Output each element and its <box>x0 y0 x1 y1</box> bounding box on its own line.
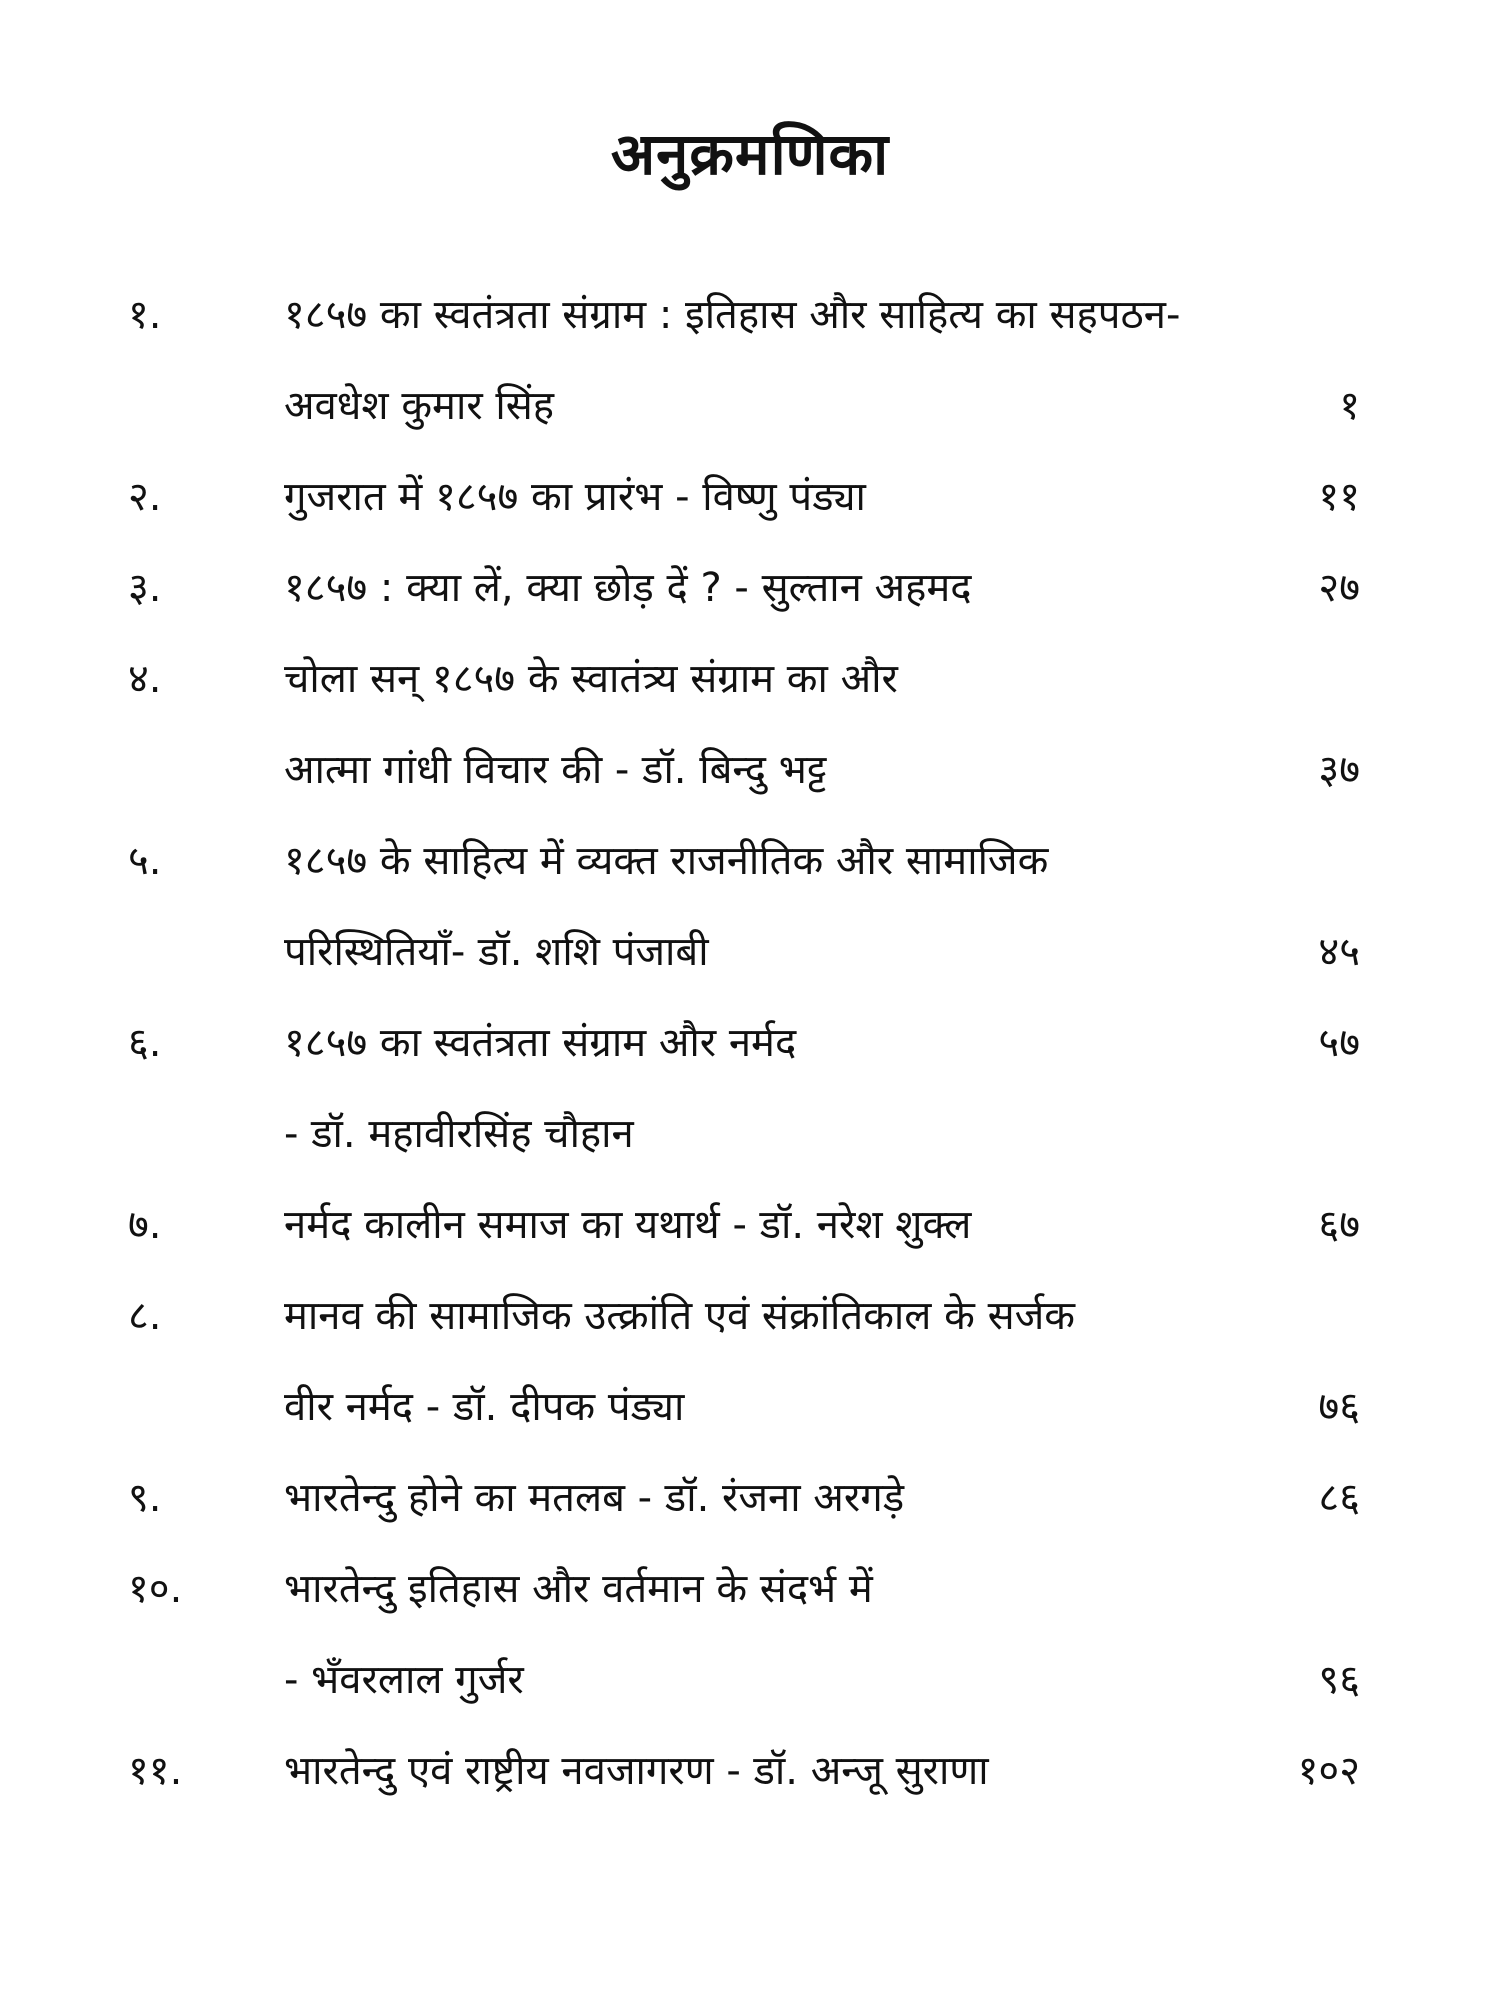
entry-number: ११. <box>128 1748 183 1794</box>
entry-page-number: ५७ <box>1318 1020 1360 1066</box>
entry-title: १८५७ का स्वतंत्रता संग्राम : इतिहास और साहित्य का सहपठन- <box>284 292 1181 338</box>
entry-author: - भँवरलाल गुर्जर <box>284 1657 524 1703</box>
entry-page-number: ८६ <box>1318 1475 1360 1521</box>
entry-number: १. <box>128 292 162 338</box>
entry-number: ७. <box>128 1202 162 1248</box>
entry-title: भारतेन्दु होने का मतलब - डॉ. रंजना अरगड़े <box>284 1475 905 1521</box>
entry-page-number: १०२ <box>1297 1748 1360 1794</box>
entry-number: १०. <box>128 1566 183 1612</box>
toc-entry-4-line-1 <box>0 634 1500 725</box>
table-of-contents <box>0 270 1500 1817</box>
toc-entry-6-line-2 <box>0 1089 1500 1180</box>
entry-title: गुजरात में १८५७ का प्रारंभ - विष्णु पंड्या <box>284 474 866 520</box>
toc-entry-1-line-1 <box>0 270 1500 361</box>
toc-entry-8-line-2 <box>0 1362 1500 1453</box>
entry-title: नर्मद कालीन समाज का यथार्थ - डॉ. नरेश शुक्ल <box>284 1202 972 1248</box>
toc-entry-6-line-1 <box>0 998 1500 1089</box>
entry-page-number: ९६ <box>1318 1657 1360 1703</box>
toc-entry-5-line-1 <box>0 816 1500 907</box>
toc-entry-8-line-1 <box>0 1271 1500 1362</box>
toc-entry-10-line-1 <box>0 1544 1500 1635</box>
entry-title: १८५७ : क्या लें, क्या छोड़ दें ? - सुल्तान अहमद <box>284 565 972 611</box>
entry-number: ५. <box>128 838 162 884</box>
toc-entry-9-line-1 <box>0 1453 1500 1544</box>
entry-author: - डॉ. महावीरसिंह चौहान <box>284 1111 634 1157</box>
toc-entry-1-line-2 <box>0 361 1500 452</box>
entry-author: आत्मा गांधी विचार की - डॉ. बिन्दु भट्ट <box>284 747 827 793</box>
entry-title: भारतेन्दु इतिहास और वर्तमान के संदर्भ में <box>284 1566 873 1612</box>
entry-author: परिस्थितियाँ- डॉ. शशि पंजाबी <box>284 929 709 975</box>
entry-page-number: ११ <box>1318 474 1360 520</box>
entry-number: ६. <box>128 1020 162 1066</box>
entry-author: वीर नर्मद - डॉ. दीपक पंड्या <box>284 1384 685 1430</box>
entry-number: ३. <box>128 565 162 611</box>
entry-number: २. <box>128 474 162 520</box>
entry-page-number: २७ <box>1318 565 1360 611</box>
toc-entry-5-line-2 <box>0 907 1500 998</box>
toc-entry-7-line-1 <box>0 1180 1500 1271</box>
entry-number: ९. <box>128 1475 162 1521</box>
entry-page-number: ६७ <box>1318 1202 1360 1248</box>
entry-title: चोला सन् १८५७ के स्वातंत्र्य संग्राम का और <box>284 656 898 702</box>
toc-entry-10-line-2 <box>0 1635 1500 1726</box>
entry-number: ४. <box>128 656 162 702</box>
entry-page-number: १ <box>1339 383 1360 429</box>
entry-page-number: ४५ <box>1318 929 1360 975</box>
entry-author: अवधेश कुमार सिंह <box>284 383 555 429</box>
toc-entry-4-line-2 <box>0 725 1500 816</box>
toc-entry-11-line-1 <box>0 1726 1500 1817</box>
entry-page-number: ३७ <box>1318 747 1360 793</box>
toc-entry-3-line-1 <box>0 543 1500 634</box>
entry-title: १८५७ के साहित्य में व्यक्त राजनीतिक और सामाजिक <box>284 838 1049 884</box>
page-title: अनुक्रमणिका <box>610 120 890 188</box>
entry-page-number: ७६ <box>1318 1384 1360 1430</box>
entry-number: ८. <box>128 1293 162 1339</box>
toc-entry-2-line-1 <box>0 452 1500 543</box>
entry-title: भारतेन्दु एवं राष्ट्रीय नवजागरण - डॉ. अन्जू सुराणा <box>284 1748 989 1794</box>
entry-title: १८५७ का स्वतंत्रता संग्राम और नर्मद <box>284 1020 797 1066</box>
entry-title: मानव की सामाजिक उत्क्रांति एवं संक्रांतिकाल के सर्जक <box>284 1293 1076 1339</box>
